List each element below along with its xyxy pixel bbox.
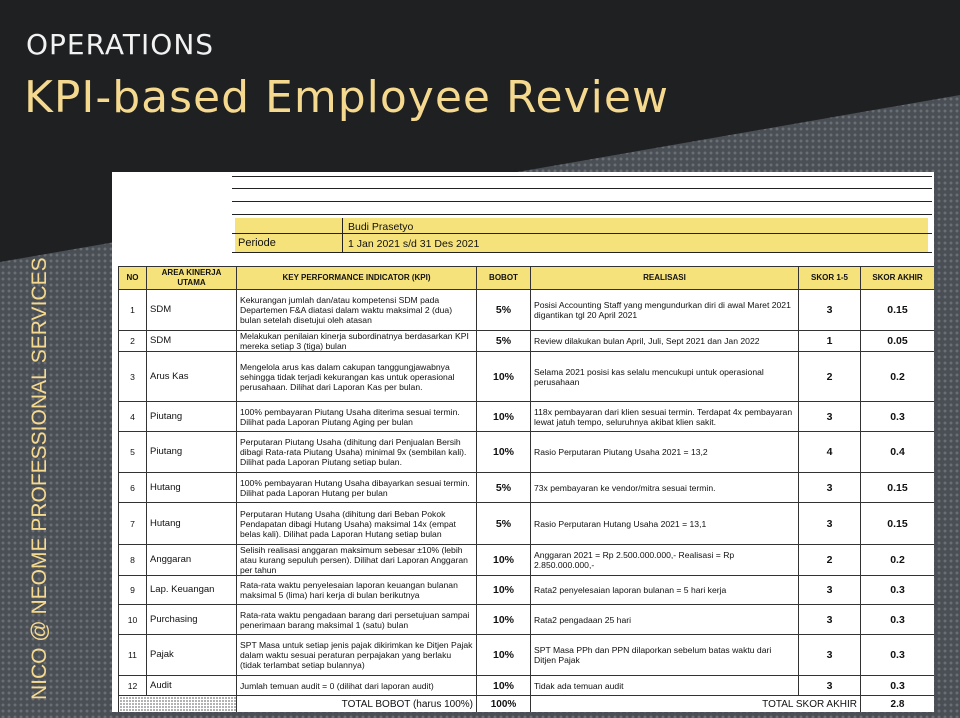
col-header-realisasi: REALISASI (531, 267, 799, 290)
row-area: Piutang (147, 432, 237, 473)
row-kpi: Jumlah temuan audit = 0 (dilihat dari laporan audit) (237, 676, 477, 696)
row-realisasi: Posisi Accounting Staff yang mengundurkan diri di awal Maret 2021 digantikan tgl 20 April 2021 (531, 290, 799, 331)
row-kpi: Rata-rata waktu penyelesaian laporan keuangan bulanan maksimal 5 (lima) hari kerja di bulan berikutnya (237, 576, 477, 605)
row-realisasi: Rata2 penyelesaian laporan bulanan = 5 hari kerja (531, 576, 799, 605)
col-header-no: NO (119, 267, 147, 290)
row-kpi: 100% pembayaran Piutang Usaha diterima sesuai termin. Dilihat pada Laporan Piutang Aging per bulan (237, 402, 477, 432)
col-header-bobot: BOBOT (477, 267, 531, 290)
table-row (119, 503, 935, 545)
col-header-area: AREA KINERJA UTAMA (147, 267, 237, 290)
row-number: 12 (119, 676, 147, 696)
row-skor-akhir: 0.3 (861, 576, 935, 605)
row-skor: 2 (799, 352, 861, 402)
row-kpi: SPT Masa untuk setiap jenis pajak dikirimkan ke Ditjen Pajak dalam waktu sesuai peraturan perpajakan yang berlaku (tidak terlambat setiap bulannya) (237, 635, 477, 676)
col-header-skor: SKOR 1-5 (799, 267, 861, 290)
row-area: SDM (147, 290, 237, 331)
section-kicker: OPERATIONS (26, 28, 215, 61)
kpi-table (118, 266, 934, 712)
row-area: Hutang (147, 503, 237, 545)
row-realisasi: Tidak ada temuan audit (531, 676, 799, 696)
row-skor: 3 (799, 402, 861, 432)
row-skor: 4 (799, 432, 861, 473)
table-row (119, 605, 935, 635)
row-bobot: 5% (477, 331, 531, 352)
row-realisasi: Selama 2021 posisi kas selalu mencukupi untuk operasional perusahaan (531, 352, 799, 402)
row-area: Anggaran (147, 545, 237, 576)
total-skor-value: 2.8 (861, 696, 935, 713)
row-bobot: 10% (477, 402, 531, 432)
row-skor-akhir: 0.3 (861, 635, 935, 676)
table-row (119, 352, 935, 402)
row-skor-akhir: 0.2 (861, 352, 935, 402)
footer-hatch (119, 696, 237, 713)
row-number: 11 (119, 635, 147, 676)
row-skor-akhir: 0.3 (861, 402, 935, 432)
employee-info-block (112, 172, 934, 256)
period-label: Periode (238, 237, 276, 249)
row-realisasi: 118x pembayaran dari klien sesuai termin. Terdapat 4x pembayaran lewat jatuh tempo, seluruhnya akibat klien sakit. (531, 402, 799, 432)
period-value: 1 Jan 2021 s/d 31 Des 2021 (348, 238, 480, 250)
row-number: 3 (119, 352, 147, 402)
employee-name: Budi Prasetyo (348, 221, 414, 233)
row-area: Arus Kas (147, 352, 237, 402)
table-row (119, 432, 935, 473)
row-realisasi: SPT Masa PPh dan PPN dilaporkan sebelum batas waktu dari Ditjen Pajak (531, 635, 799, 676)
total-bobot-label: TOTAL BOBOT (harus 100%) (237, 696, 477, 713)
row-realisasi: Rata2 pengadaan 25 hari (531, 605, 799, 635)
row-number: 7 (119, 503, 147, 545)
row-kpi: Selisih realisasi anggaran maksimum sebesar ±10% (lebih atau kurang sepuluh persen). Dilihat dari Laporan Anggaran per tahun (237, 545, 477, 576)
col-header-skor-akhir: SKOR AKHIR (861, 267, 935, 290)
row-bobot: 10% (477, 576, 531, 605)
row-bobot: 10% (477, 605, 531, 635)
table-row (119, 290, 935, 331)
row-kpi: 100% pembayaran Hutang Usaha dibayarkan sesuai termin. Dilihat pada Laporan Hutang per bulan (237, 473, 477, 503)
row-skor: 3 (799, 473, 861, 503)
row-bobot: 10% (477, 676, 531, 696)
row-realisasi: Rasio Perputaran Piutang Usaha 2021 = 13,2 (531, 432, 799, 473)
row-skor: 3 (799, 576, 861, 605)
table-row (119, 576, 935, 605)
row-skor-akhir: 0.3 (861, 676, 935, 696)
row-skor-akhir: 0.15 (861, 290, 935, 331)
row-kpi: Melakukan penilaian kinerja subordinatnya berdasarkan KPI mereka setiap 3 (tiga) bulan (237, 331, 477, 352)
row-number: 1 (119, 290, 147, 331)
table-header-row (119, 267, 935, 290)
table-row (119, 473, 935, 503)
row-skor: 3 (799, 290, 861, 331)
table-row (119, 676, 935, 696)
row-bobot: 10% (477, 352, 531, 402)
col-header-kpi: KEY PERFORMANCE INDICATOR (KPI) (237, 267, 477, 290)
row-number: 6 (119, 473, 147, 503)
row-number: 10 (119, 605, 147, 635)
row-skor-akhir: 0.2 (861, 545, 935, 576)
row-number: 5 (119, 432, 147, 473)
table-row (119, 402, 935, 432)
row-skor-akhir: 0.05 (861, 331, 935, 352)
row-bobot: 5% (477, 503, 531, 545)
row-number: 2 (119, 331, 147, 352)
row-bobot: 5% (477, 290, 531, 331)
row-skor: 3 (799, 503, 861, 545)
row-skor: 3 (799, 676, 861, 696)
row-skor-akhir: 0.3 (861, 605, 935, 635)
row-area: SDM (147, 331, 237, 352)
row-skor: 1 (799, 331, 861, 352)
row-bobot: 5% (477, 473, 531, 503)
row-skor-akhir: 0.15 (861, 473, 935, 503)
row-area: Purchasing (147, 605, 237, 635)
row-bobot: 10% (477, 635, 531, 676)
table-row (119, 331, 935, 352)
row-number: 9 (119, 576, 147, 605)
row-realisasi: Anggaran 2021 = Rp 2.500.000.000,- Realisasi = Rp 2.850.000.000,- (531, 545, 799, 576)
table-footer-row (119, 696, 935, 713)
row-skor-akhir: 0.4 (861, 432, 935, 473)
row-area: Piutang (147, 402, 237, 432)
table-row (119, 635, 935, 676)
row-skor-akhir: 0.15 (861, 503, 935, 545)
row-realisasi: 73x pembayaran ke vendor/mitra sesuai termin. (531, 473, 799, 503)
row-kpi: Rata-rata waktu pengadaan barang dari persetujuan sampai penerimaan barang maksimal 1 (satu) bulan (237, 605, 477, 635)
row-realisasi: Rasio Perputaran Hutang Usaha 2021 = 13,1 (531, 503, 799, 545)
row-kpi: Mengelola arus kas dalam cakupan tanggungjawabnya sehingga tidak terjadi kekurangan kas untuk operasional perusahaan. Dilihat dari Laporan Kas per bulan. (237, 352, 477, 402)
row-area: Pajak (147, 635, 237, 676)
row-area: Audit (147, 676, 237, 696)
row-skor: 3 (799, 605, 861, 635)
row-realisasi: Review dilakukan bulan April, Juli, Sept 2021 dan Jan 2022 (531, 331, 799, 352)
row-number: 4 (119, 402, 147, 432)
kpi-table-body (119, 290, 935, 696)
row-area: Lap. Keuangan (147, 576, 237, 605)
total-skor-label: TOTAL SKOR AKHIR (531, 696, 861, 713)
total-bobot-value: 100% (477, 696, 531, 713)
side-credit-text: NICO @ NEOME PROFESSIONAL SERVICES (28, 257, 51, 700)
row-bobot: 10% (477, 545, 531, 576)
slide-title: KPI-based Employee Review (24, 72, 669, 123)
table-row (119, 545, 935, 576)
row-skor: 2 (799, 545, 861, 576)
row-area: Hutang (147, 473, 237, 503)
row-kpi: Kekurangan jumlah dan/atau kompetensi SDM pada Departemen F&A diatasi dalam waktu maksimal 2 (dua) bulan setelah disetujui oleh atasan (237, 290, 477, 331)
row-kpi: Perputaran Piutang Usaha (dihitung dari Penjualan Bersih dibagi Rata-rata Piutang Usaha) minimal 9x (sembilan kali). Dilihat pada Laporan Piutang setiap bulan. (237, 432, 477, 473)
row-kpi: Perputaran Hutang Usaha (dihitung dari Beban Pokok Pendapatan dibagi Hutang Usaha) maksimal 14x (empat belas kali). Dilihat pada Laporan Hutang setiap bulan (237, 503, 477, 545)
row-bobot: 10% (477, 432, 531, 473)
kpi-document (112, 172, 934, 712)
row-skor: 3 (799, 635, 861, 676)
info-highlight (235, 218, 928, 252)
row-number: 8 (119, 545, 147, 576)
